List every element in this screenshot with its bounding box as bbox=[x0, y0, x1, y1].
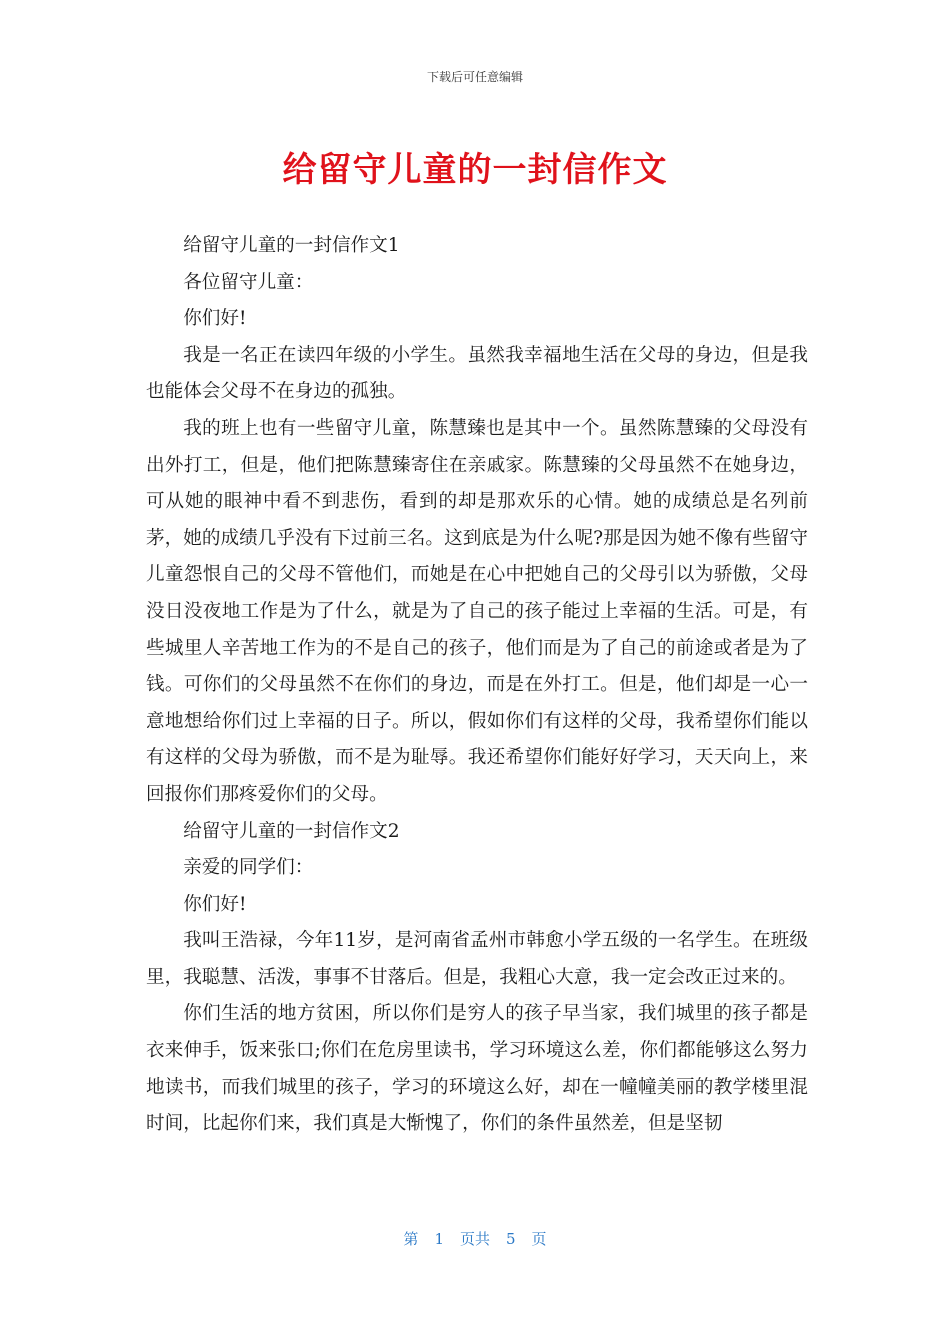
paragraph: 你们生活的地方贫困，所以你们是穷人的孩子早当家，我们城里的孩子都是衣来伸手，饭来张口;你们在危房里读书，学习环境这么差，你们都能够这么努力地读书，而我们城里的孩子，学习的环境这么好，却在一幢幢美丽的教学楼里混时间，比起你们来，我们真是大惭愧了，你们的条件虽然差，但是坚韧 bbox=[146, 1003, 808, 1135]
footer-middle-word: 页共 bbox=[459, 1230, 490, 1248]
salutation-1: 各位留守儿童： bbox=[183, 271, 314, 293]
footer-total-pages: 5 bbox=[506, 1230, 516, 1248]
section-heading-2: 给留守儿童的一封信作文2 bbox=[183, 820, 400, 842]
page-footer bbox=[0, 1228, 950, 1249]
footer-page-word: 第 bbox=[403, 1230, 419, 1248]
greeting-1: 你们好! bbox=[183, 308, 247, 330]
document-title: 给留守儿童的一封信作文 bbox=[282, 150, 668, 190]
greeting-2: 你们好! bbox=[183, 893, 247, 915]
salutation-2: 亲爱的同学们： bbox=[183, 857, 314, 879]
section-heading-1: 给留守儿童的一封信作文1 bbox=[183, 235, 400, 256]
document-body bbox=[146, 228, 808, 1143]
footer-page-number: 1 bbox=[434, 1230, 444, 1248]
paragraph: 我是一名正在读四年级的小学生。虽然我幸福地生活在父母的身边，但是我也能体会父母不在身边的孤独。 bbox=[146, 344, 808, 403]
paragraph: 我叫王浩禄，今年11岁，是河南省孟州市韩愈小学五级的一名学生。在班级里，我聪慧、活泼，事事不甘落后。但是，我粗心大意，我一定会改正过来的。 bbox=[146, 930, 808, 988]
footer-end-word: 页 bbox=[531, 1230, 547, 1248]
header-note: 下载后可任意编辑 bbox=[426, 70, 523, 84]
paragraph: 我的班上也有一些留守儿童，陈慧臻也是其中一个。虽然陈慧臻的父母没有出外打工，但是，他们把陈慧臻寄住在亲戚家。陈慧臻的父母虽然不在她身边，可从她的眼神中看不到悲伤，看到的却是那欢乐的心情。她的成绩总是名列前茅，她的成绩几乎没有下过前三名。这到底是为什么呢?那是因为她不像有些留守儿童怨恨自己的父母不管他们，而她是在心中把她自己的父母引以为骄傲，父母没日没夜地工作是为了什么，就是为了自己的孩子能过上幸福的生活。可是，有些城里人辛苦地工作为的不是自己的孩子，他们而是为了自己的前途或者是为了钱。可你们的父母虽然不在你们的身边，而是在外打工。但是，他们却是一心一意地想给你们过上幸福的日子。所以，假如你们有这样的父母，我希望你们能以有这样的父母为骄傲，而不是为耻辱。我还希望你们能好好学习，天天向上，来回报你们那疼爱你们的父母。 bbox=[146, 417, 808, 805]
